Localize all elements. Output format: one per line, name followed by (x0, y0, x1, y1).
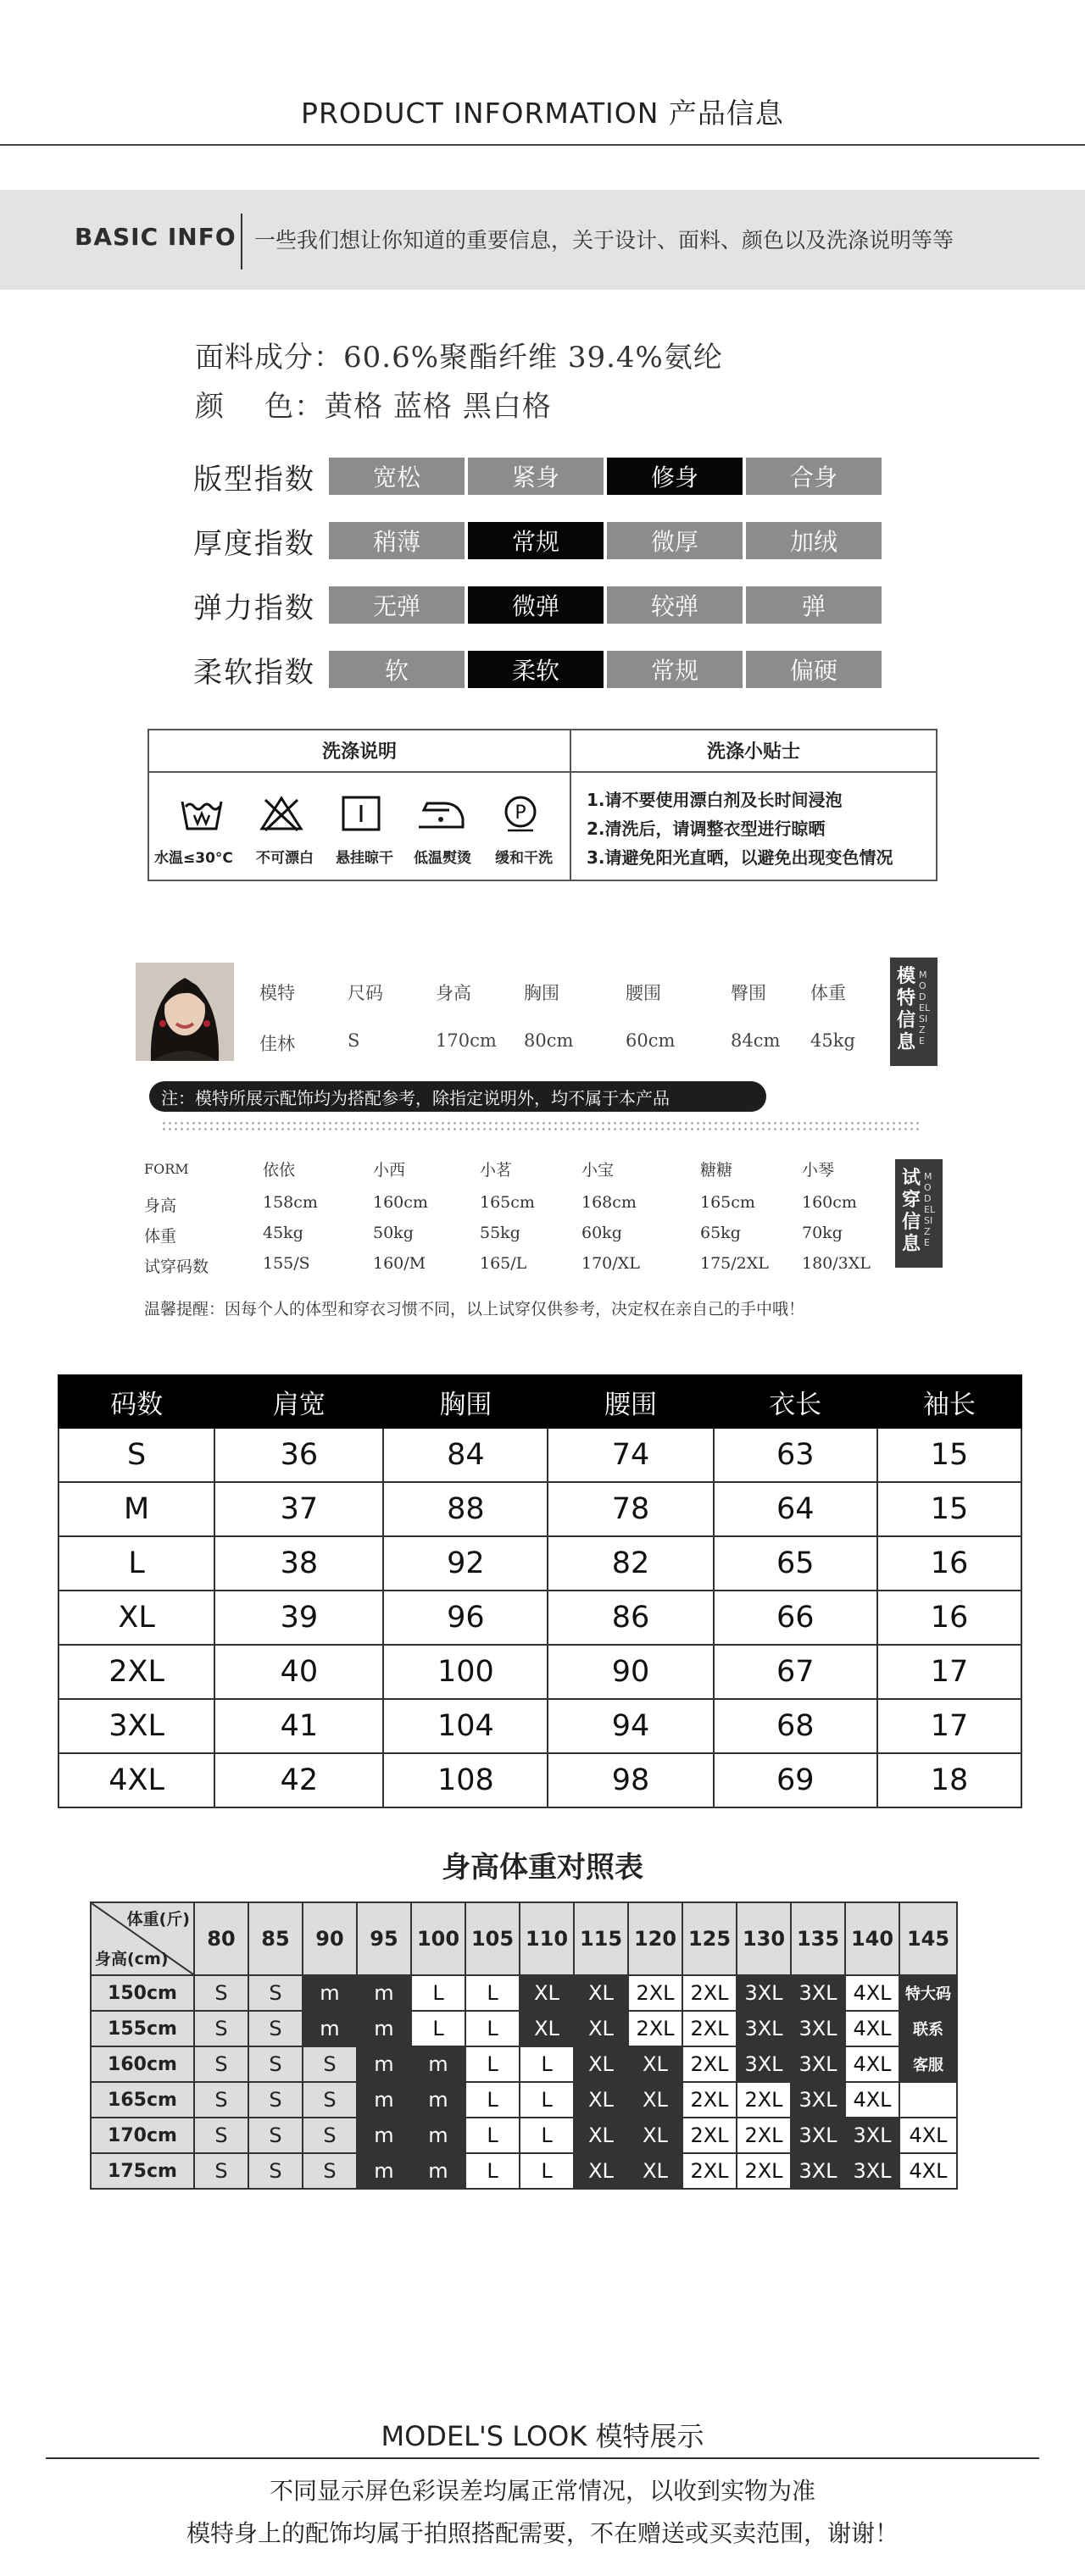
index-option: 宽松 (329, 458, 465, 495)
model-info-value: 45kg (810, 1030, 855, 1051)
index-option: 无弹 (329, 586, 465, 624)
model-info-tab (890, 958, 938, 1066)
index-option-row (329, 651, 882, 688)
hw-weight-header: 115 (574, 1902, 628, 1975)
try-on-row-label: 身高 (144, 1196, 177, 1215)
hw-row (91, 2153, 957, 2189)
hw-size-cell: L (465, 2153, 520, 2189)
hw-size-cell: S (248, 2153, 303, 2189)
size-table-header: 衣长 (714, 1375, 877, 1428)
size-table-cell: 15 (877, 1428, 1021, 1482)
hw-weight-header: 80 (194, 1902, 248, 1975)
index-option-selected: 微弹 (468, 586, 604, 624)
color-options: 颜 色：黄格 蓝格 黑白格 (195, 390, 552, 424)
hw-size-cell: XL (574, 2118, 628, 2153)
hw-size-cell: S (248, 2082, 303, 2118)
models-look-title: MODEL'S LOOK 模特展示 (381, 2420, 704, 2452)
hw-size-cell: 4XL (899, 2153, 957, 2189)
hw-size-cell: 3XL (845, 2153, 899, 2189)
index-option: 较弹 (607, 586, 743, 624)
size-table-cell: 94 (548, 1699, 713, 1753)
hw-header-row (91, 1902, 957, 1975)
hw-size-cell: m (411, 2118, 465, 2153)
hw-weight-header: 135 (791, 1902, 845, 1975)
models-look-divider (46, 2457, 1039, 2459)
index-label: 弹力指数 (193, 591, 315, 625)
hw-height-label: 165cm (91, 2082, 194, 2118)
hw-size-cell: m (357, 2011, 411, 2046)
basic-info-divider (241, 214, 242, 269)
size-table-header-row (58, 1375, 1021, 1428)
try-on-value: 70kg (802, 1224, 843, 1242)
size-table-row (58, 1591, 1021, 1645)
index-label: 柔软指数 (193, 656, 315, 690)
basic-info-label: BASIC INFO (75, 223, 236, 251)
hw-size-cell: XL (574, 1975, 628, 2011)
size-table-cell: 78 (548, 1482, 713, 1536)
hang-dry-icon (334, 793, 388, 834)
try-on-header: 依依 (263, 1161, 296, 1180)
size-table-cell: 37 (214, 1482, 383, 1536)
index-option-row (329, 522, 882, 559)
hw-row (91, 2082, 957, 2118)
hw-corner (91, 1902, 194, 1975)
size-table-cell: 40 (214, 1645, 383, 1699)
wash-caption: 不可漂白 (256, 850, 314, 867)
try-on-header: FORM (144, 1161, 189, 1177)
hw-weight-header: 130 (737, 1902, 791, 1975)
hw-size-cell: 3XL (737, 2011, 791, 2046)
hw-chart-title: 身高体重对照表 (442, 1851, 643, 1885)
model-info-header: 臀围 (731, 983, 766, 1003)
hw-size-cell: 2XL (737, 2082, 791, 2118)
hw-size-cell: 4XL (899, 2118, 957, 2153)
hw-size-cell: L (520, 2118, 574, 2153)
hw-empty-cell (899, 2082, 957, 2118)
index-option: 紧身 (468, 458, 604, 495)
hw-size-cell: L (411, 2011, 465, 2046)
wash-title: 洗涤说明 (321, 741, 397, 763)
model-info-tab-en: MODEL SIZE (919, 969, 931, 1046)
hw-size-cell: S (194, 2118, 248, 2153)
model-info-header: 身高 (436, 983, 471, 1003)
hw-size-cell: L (520, 2046, 574, 2082)
try-on-header: 糖糖 (700, 1161, 733, 1180)
hw-size-cell: XL (628, 2046, 682, 2082)
model-info-tab-label: 模特信息 (897, 966, 916, 1053)
size-table-cell: L (58, 1536, 214, 1591)
model-info-value: 佳林 (259, 1034, 295, 1054)
hw-size-cell: 3XL (737, 1975, 791, 2011)
index-option: 微厚 (607, 522, 743, 559)
size-table-cell: 88 (383, 1482, 548, 1536)
size-table-row (58, 1699, 1021, 1753)
hw-size-cell: L (465, 2046, 520, 2082)
hw-size-cell: XL (628, 2153, 682, 2189)
size-table-cell: 64 (714, 1482, 877, 1536)
size-table-cell: 16 (877, 1591, 1021, 1645)
try-on-tab (895, 1159, 943, 1268)
size-table-cell: 18 (877, 1753, 1021, 1807)
hw-size-cell: L (465, 1975, 520, 2011)
wash-caption: 缓和干洗 (495, 850, 553, 867)
try-on-reminder: 温馨提醒：因每个人的体型和穿衣习惯不同，以上试穿仅供参考，决定权在亲自己的手中哦！ (144, 1300, 805, 1319)
try-on-header: 小琴 (802, 1161, 835, 1180)
size-table-cell: 96 (383, 1591, 548, 1645)
hw-weight-header: 105 (465, 1902, 520, 1975)
wash-instructions-box (147, 729, 938, 881)
hw-size-cell: 2XL (682, 1975, 737, 2011)
size-table-row (58, 1645, 1021, 1699)
hw-contact-note: 特大码 (899, 1975, 957, 2011)
hw-chart-table (90, 1901, 958, 2190)
try-on-value: 168cm (581, 1193, 637, 1212)
hw-size-cell: L (465, 2011, 520, 2046)
index-option-selected: 修身 (607, 458, 743, 495)
hw-size-cell: XL (520, 2011, 574, 2046)
accessory-note: 注：模特所展示配饰均为搭配参考，除指定说明外，均不属于本产品 (149, 1081, 766, 1112)
hw-size-cell: S (194, 2082, 248, 2118)
try-on-value: 160cm (373, 1193, 428, 1212)
hw-size-cell: L (411, 1975, 465, 2011)
hw-height-label: 160cm (91, 2046, 194, 2082)
size-table-cell: 84 (383, 1428, 548, 1482)
hw-size-cell: XL (628, 2082, 682, 2118)
hw-size-cell: S (303, 2082, 357, 2118)
size-table-cell: 66 (714, 1591, 877, 1645)
wash-caption: 水温≤30°C (154, 850, 233, 867)
size-table-row (58, 1536, 1021, 1591)
hw-size-cell: XL (628, 2118, 682, 2153)
wash-tub-icon (175, 793, 229, 834)
hw-height-label: 155cm (91, 2011, 194, 2046)
hw-weight-header: 100 (411, 1902, 465, 1975)
header-divider (0, 144, 1085, 146)
size-table-row (58, 1428, 1021, 1482)
index-option: 加绒 (746, 522, 882, 559)
hw-size-cell: XL (574, 2082, 628, 2118)
hw-row (91, 2011, 957, 2046)
hw-size-cell: 3XL (791, 2046, 845, 2082)
hw-corner-height-label: 身高(cm) (95, 1950, 169, 1968)
hw-size-cell: XL (574, 2011, 628, 2046)
size-table-row (58, 1482, 1021, 1536)
wash-caption: 悬挂晾干 (336, 850, 393, 867)
index-option: 弹 (746, 586, 882, 624)
try-on-value: 60kg (581, 1224, 622, 1242)
hw-size-cell: S (303, 2046, 357, 2082)
index-option: 稍薄 (329, 522, 465, 559)
model-info-value: S (348, 1030, 360, 1051)
hw-size-cell: m (357, 1975, 411, 2011)
hw-size-cell: S (194, 1975, 248, 2011)
size-table-cell: 3XL (58, 1699, 214, 1753)
size-table-header: 胸围 (383, 1375, 548, 1428)
hw-size-cell: m (411, 2082, 465, 2118)
hw-size-cell: m (411, 2046, 465, 2082)
size-table-cell: 42 (214, 1753, 383, 1807)
hw-size-cell: XL (520, 1975, 574, 2011)
try-on-row-label: 试穿码数 (144, 1257, 209, 1276)
wash-tips-title: 洗涤小贴士 (706, 741, 800, 763)
hw-size-cell: 2XL (737, 2153, 791, 2189)
hw-size-cell: S (303, 2118, 357, 2153)
try-on-tab-label: 试穿信息 (902, 1168, 921, 1255)
wash-header-divider (149, 771, 936, 773)
try-on-header: 小宝 (581, 1161, 615, 1180)
hw-size-cell: 2XL (682, 2153, 737, 2189)
index-option-row (329, 458, 882, 495)
hw-weight-header: 120 (628, 1902, 682, 1975)
size-table-cell: XL (58, 1591, 214, 1645)
try-on-value: 158cm (263, 1193, 318, 1212)
size-table (58, 1374, 1022, 1808)
size-table-cell: S (58, 1428, 214, 1482)
model-info-value: 170cm (436, 1030, 497, 1051)
try-on-value: 165/L (480, 1254, 527, 1273)
hw-size-cell: L (465, 2118, 520, 2153)
try-on-value: 175/2XL (700, 1254, 769, 1273)
size-table-cell: 98 (548, 1753, 713, 1807)
hw-size-cell: 2XL (682, 2011, 737, 2046)
hw-size-cell: 2XL (628, 1975, 682, 2011)
hw-size-cell: 3XL (791, 2118, 845, 2153)
model-info-header: 腰围 (626, 983, 661, 1003)
hw-size-cell: S (194, 2153, 248, 2189)
hw-size-cell: 3XL (791, 2153, 845, 2189)
size-table-cell: 17 (877, 1645, 1021, 1699)
hw-size-cell: m (357, 2082, 411, 2118)
index-option-row (329, 586, 882, 624)
hw-weight-header: 85 (248, 1902, 303, 1975)
index-option: 常规 (607, 651, 743, 688)
hw-contact-note: 联系 (899, 2011, 957, 2046)
size-table-cell: 74 (548, 1428, 713, 1482)
model-info-value: 84cm (731, 1030, 781, 1051)
page-title: PRODUCT INFORMATION 产品信息 (301, 97, 784, 130)
hw-height-label: 170cm (91, 2118, 194, 2153)
size-table-cell: 104 (383, 1699, 548, 1753)
hw-row (91, 2118, 957, 2153)
index-option: 偏硬 (746, 651, 882, 688)
try-on-value: 165cm (700, 1193, 755, 1212)
hw-size-cell: S (248, 2118, 303, 2153)
color-disclaimer: 不同显示屏色彩误差均属正常情况，以收到实物为准 (269, 2477, 815, 2505)
fabric-composition: 面料成分：60.6%聚酯纤维 39.4%氨纶 (195, 341, 723, 375)
size-table-cell: 68 (714, 1699, 877, 1753)
try-on-value: 50kg (373, 1224, 414, 1242)
index-label: 厚度指数 (193, 527, 315, 561)
index-option-selected: 常规 (468, 522, 604, 559)
hw-size-cell: m (411, 2153, 465, 2189)
try-on-value: 180/3XL (802, 1254, 871, 1273)
hw-size-cell: m (357, 2153, 411, 2189)
wash-tip: 2.清洗后，请调整衣型进行晾晒 (587, 819, 826, 839)
hw-size-cell: m (357, 2046, 411, 2082)
no-bleach-icon (254, 793, 309, 834)
hw-weight-header: 125 (682, 1902, 737, 1975)
size-table-header: 袖长 (877, 1375, 1021, 1428)
model-info-header: 模特 (259, 983, 295, 1003)
wash-caption: 低温熨烫 (414, 850, 471, 867)
size-table-cell: 2XL (58, 1645, 214, 1699)
dry-clean-letter: P (515, 802, 526, 824)
hw-size-cell: L (520, 2082, 574, 2118)
size-table-cell: 41 (214, 1699, 383, 1753)
try-on-tab-en: MODEL SIZE (924, 1171, 936, 1248)
accessory-disclaimer: 模特身上的配饰均属于拍照搭配需要，不在赠送或买卖范围，谢谢！ (186, 2519, 899, 2547)
try-on-value: 160cm (802, 1193, 857, 1212)
hw-height-label: 150cm (91, 1975, 194, 2011)
try-on-value: 165cm (480, 1193, 535, 1212)
index-option-selected: 柔软 (468, 651, 604, 688)
hw-size-cell: m (303, 1975, 357, 2011)
try-on-value: 55kg (480, 1224, 520, 1242)
size-table-cell: 108 (383, 1753, 548, 1807)
hw-size-cell: S (194, 2046, 248, 2082)
try-on-value: 160/M (373, 1254, 426, 1273)
hw-weight-header: 110 (520, 1902, 574, 1975)
hw-size-cell: 3XL (791, 2011, 845, 2046)
hw-size-cell: S (303, 2153, 357, 2189)
wash-tip: 1.请不要使用漂白剂及长时间浸泡 (587, 790, 843, 810)
hw-size-cell: XL (574, 2153, 628, 2189)
hw-size-cell: 2XL (682, 2082, 737, 2118)
hw-size-cell: S (194, 2011, 248, 2046)
hw-size-cell: 4XL (845, 2082, 899, 2118)
index-option: 软 (329, 651, 465, 688)
hw-size-cell: 2XL (682, 2118, 737, 2153)
hw-size-cell: S (248, 1975, 303, 2011)
try-on-value: 155/S (263, 1254, 310, 1273)
hw-size-cell: L (520, 2153, 574, 2189)
hw-corner-weight-label: 体重(斤) (126, 1910, 190, 1929)
hw-weight-header: 145 (899, 1902, 957, 1975)
hw-size-cell: S (248, 2011, 303, 2046)
try-on-value: 45kg (263, 1224, 303, 1242)
size-table-cell: 36 (214, 1428, 383, 1482)
hw-row (91, 1975, 957, 2011)
try-on-row-label: 体重 (144, 1227, 177, 1246)
size-table-cell: 39 (214, 1591, 383, 1645)
index-label: 版型指数 (193, 463, 315, 497)
hw-size-cell: m (303, 2011, 357, 2046)
wash-tip: 3.请避免阳光直晒，以避免出现变色情况 (587, 847, 893, 868)
size-table-header: 腰围 (548, 1375, 713, 1428)
model-avatar (136, 963, 234, 1061)
hw-weight-header: 95 (357, 1902, 411, 1975)
index-option: 合身 (746, 458, 882, 495)
size-table-cell: 38 (214, 1536, 383, 1591)
hw-size-cell: XL (574, 2046, 628, 2082)
hw-size-cell: 2XL (628, 2011, 682, 2046)
hw-size-cell: 3XL (737, 2046, 791, 2082)
try-on-header: 小西 (373, 1161, 406, 1180)
model-info-header: 尺码 (348, 983, 383, 1003)
size-table-cell: 15 (877, 1482, 1021, 1536)
model-info-header: 胸围 (524, 983, 559, 1003)
size-table-cell: 63 (714, 1428, 877, 1482)
size-table-cell: 69 (714, 1753, 877, 1807)
hw-size-cell: 2XL (682, 2046, 737, 2082)
hw-size-cell: L (465, 2082, 520, 2118)
size-table-cell: 86 (548, 1591, 713, 1645)
size-table-header: 肩宽 (214, 1375, 383, 1428)
hw-size-cell: 4XL (845, 2046, 899, 2082)
size-table-cell: 65 (714, 1536, 877, 1591)
hw-size-cell: 4XL (845, 1975, 899, 2011)
size-table-cell: 100 (383, 1645, 548, 1699)
try-on-value: 170/XL (581, 1254, 640, 1273)
basic-info-description: 一些我们想让你知道的重要信息，关于设计、面料、颜色以及洗涤说明等等 (254, 228, 954, 253)
size-table-cell: 16 (877, 1536, 1021, 1591)
hw-weight-header: 90 (303, 1902, 357, 1975)
size-table-cell: 67 (714, 1645, 877, 1699)
hw-size-cell: m (357, 2118, 411, 2153)
hw-height-label: 175cm (91, 2153, 194, 2189)
size-table-cell: 82 (548, 1536, 713, 1591)
hw-size-cell: 3XL (791, 1975, 845, 2011)
hw-size-cell: 4XL (845, 2011, 899, 2046)
model-info-value: 60cm (626, 1030, 676, 1051)
hw-contact-note: 客服 (899, 2046, 957, 2082)
model-info-value: 80cm (524, 1030, 574, 1051)
size-table-cell: 92 (383, 1536, 548, 1591)
size-table-header: 码数 (58, 1375, 214, 1428)
low-iron-icon (414, 793, 468, 834)
hw-size-cell: 3XL (791, 2082, 845, 2118)
size-table-cell: M (58, 1482, 214, 1536)
try-on-value: 65kg (700, 1224, 741, 1242)
hw-row (91, 2046, 957, 2082)
hw-size-cell: 2XL (737, 2118, 791, 2153)
try-on-header: 小茗 (480, 1161, 513, 1180)
size-table-cell: 90 (548, 1645, 713, 1699)
model-info-header: 体重 (810, 983, 846, 1003)
hw-weight-header: 140 (845, 1902, 899, 1975)
hw-corner-box (92, 1903, 193, 1974)
size-table-cell: 4XL (58, 1753, 214, 1807)
dotted-divider (161, 1120, 922, 1132)
size-table-row (58, 1753, 1021, 1807)
dry-clean-icon (493, 793, 548, 834)
hw-size-cell: 3XL (845, 2118, 899, 2153)
size-table-cell: 17 (877, 1699, 1021, 1753)
hw-size-cell: S (248, 2046, 303, 2082)
